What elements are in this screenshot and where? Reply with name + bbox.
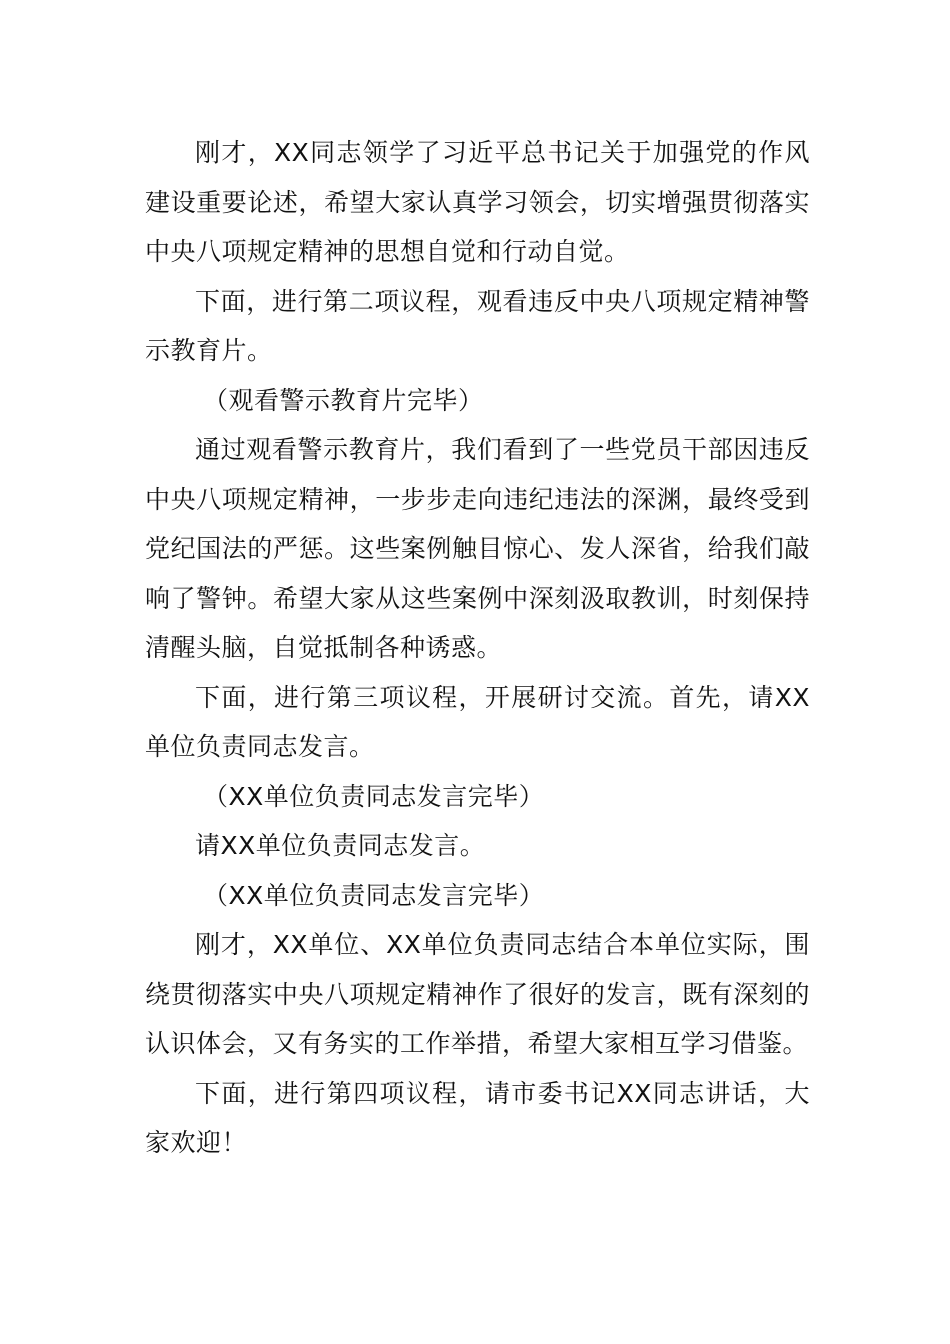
stage-note-2: （XX单位负责同志发言完毕） — [203, 781, 545, 811]
paragraph-6: 刚才，XX单位、XX单位负责同志结合本单位实际，围绕贯彻落实中央八项规定精神作了很好的发言，既有深刻的认识体会，又有务实的工作举措，希望大家相互学习借鉴。 — [145, 930, 810, 1058]
stage-note-3: （XX单位负责同志发言完毕） — [203, 880, 545, 910]
paragraph-2: 下面，进行第二项议程，观看违反中央八项规定精神警示教育片。 — [145, 286, 810, 365]
paragraph-1: 刚才，XX同志领学了习近平总书记关于加强党的作风建设重要论述，希望大家认真学习领会，切实增强贯彻落实中央八项规定精神的思想自觉和行动自觉。 — [145, 138, 810, 266]
stage-note-1: （观看警示教育片完毕） — [203, 385, 484, 415]
paragraph-3: 通过观看警示教育片，我们看到了一些党员干部因违反中央八项规定精神，一步步走向违纪违法的深渊，最终受到党纪国法的严惩。这些案例触目惊心、发人深省，给我们敲响了警钟。希望大家从这些案例中深刻汲取教训，时刻保持清醒头脑，自觉抵制各种诱惑。 — [145, 435, 810, 662]
paragraph-7: 下面，进行第四项议程，请市委书记XX同志讲话，大家欢迎！ — [145, 1078, 810, 1157]
document-body — [145, 128, 810, 1168]
paragraph-4: 下面，进行第三项议程，开展研讨交流。首先，请XX单位负责同志发言。 — [145, 682, 810, 761]
paragraph-5: 请XX单位负责同志发言。 — [195, 831, 486, 860]
